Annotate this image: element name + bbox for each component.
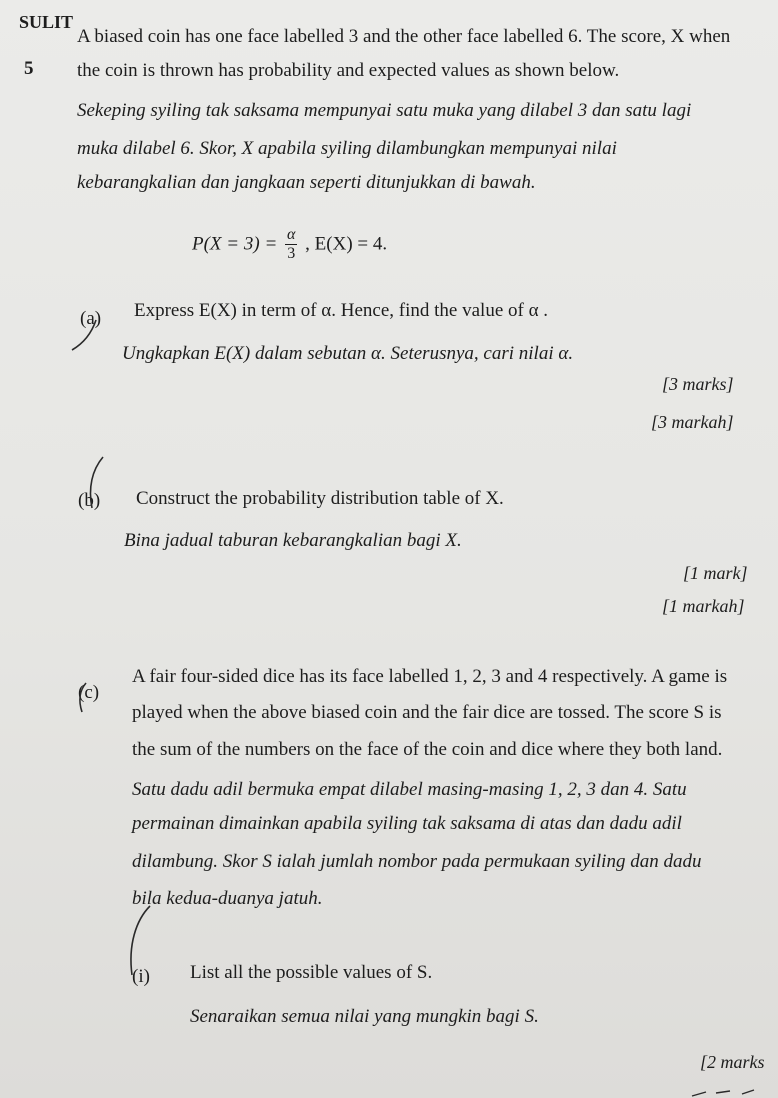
part-a-marks-ms: [3 markah]	[651, 412, 734, 432]
formula-lhs: P(X = 3) =	[192, 233, 278, 255]
part-c-i-marks-en: [2 marks	[700, 1052, 765, 1072]
intro-ms-line-3: kebarangkalian dan jangkaan seperti ditunjukkan di bawah.	[77, 172, 536, 193]
part-c-en-line-1: A fair four-sided dice has its face labelled 1, 2, 3 and 4 respectively. A game is	[132, 666, 728, 687]
formula-fraction	[285, 226, 297, 264]
part-c-i-question-ms: Senaraikan semua nilai yang mungkin bagi S.	[190, 1006, 539, 1027]
part-a-label: (a)	[80, 308, 102, 329]
part-a-question-ms: Ungkapkan E(X) dalam sebutan α. Seterusnya, cari nilai α.	[122, 343, 574, 364]
part-c-ms-line-1: Satu dadu adil bermuka empat dilabel masing-masing 1, 2, 3 dan 4. Satu	[132, 779, 687, 800]
intro-ms-line-1: Sekeping syiling tak saksama mempunyai satu muka yang dilabel 3 dan satu lagi	[77, 100, 692, 121]
pen-stroke-c-i	[131, 906, 150, 975]
intro-en-line-2: the coin is thrown has probability and expected values as shown below.	[77, 60, 620, 81]
part-b-marks-ms: [1 markah]	[662, 596, 745, 616]
part-c-i-question-en: List all the possible values of S.	[190, 962, 433, 983]
intro-en-line-1: A biased coin has one face labelled 3 and the other face labelled 6. The score, X when	[77, 26, 731, 47]
part-c-ms-line-4: bila kedua-duanya jatuh.	[132, 888, 323, 909]
fraction-numerator: α	[285, 226, 297, 245]
question-number: 5	[24, 58, 34, 79]
formula-rhs: , E(X) = 4.	[305, 233, 388, 255]
fraction-denominator: 3	[287, 245, 296, 263]
part-b-marks-en: [1 mark]	[683, 563, 748, 583]
page-header: SULIT	[19, 12, 74, 32]
part-b-question-en: Construct the probability distribution table of X.	[136, 488, 504, 509]
part-a-marks-en: [3 marks]	[662, 374, 734, 394]
part-a-question-en: Express E(X) in term of α. Hence, find the value of α .	[134, 300, 549, 321]
part-c-en-line-3: the sum of the numbers on the face of the coin and dice where they both land.	[132, 739, 723, 760]
pen-stroke-bottom	[692, 1090, 754, 1096]
part-c-ms-line-2: permainan dimainkan apabila syiling tak saksama di atas dan dadu adil	[132, 813, 682, 834]
part-c-en-line-2: played when the above biased coin and the fair dice are tossed. The score S is	[132, 702, 722, 723]
part-b-question-ms: Bina jadual taburan kebarangkalian bagi X.	[124, 530, 462, 551]
part-b-label: (b)	[78, 490, 101, 511]
intro-ms-line-2: muka dilabel 6. Skor, X apabila syiling dilambungkan mempunyai nilai	[77, 138, 617, 159]
probability-formula	[192, 226, 387, 264]
part-c-i-label: (i)	[132, 966, 150, 987]
part-c-label: (c)	[78, 682, 100, 703]
part-c-ms-line-3: dilambung. Skor S ialah jumlah nombor pada permukaan syiling dan dadu	[132, 851, 702, 872]
